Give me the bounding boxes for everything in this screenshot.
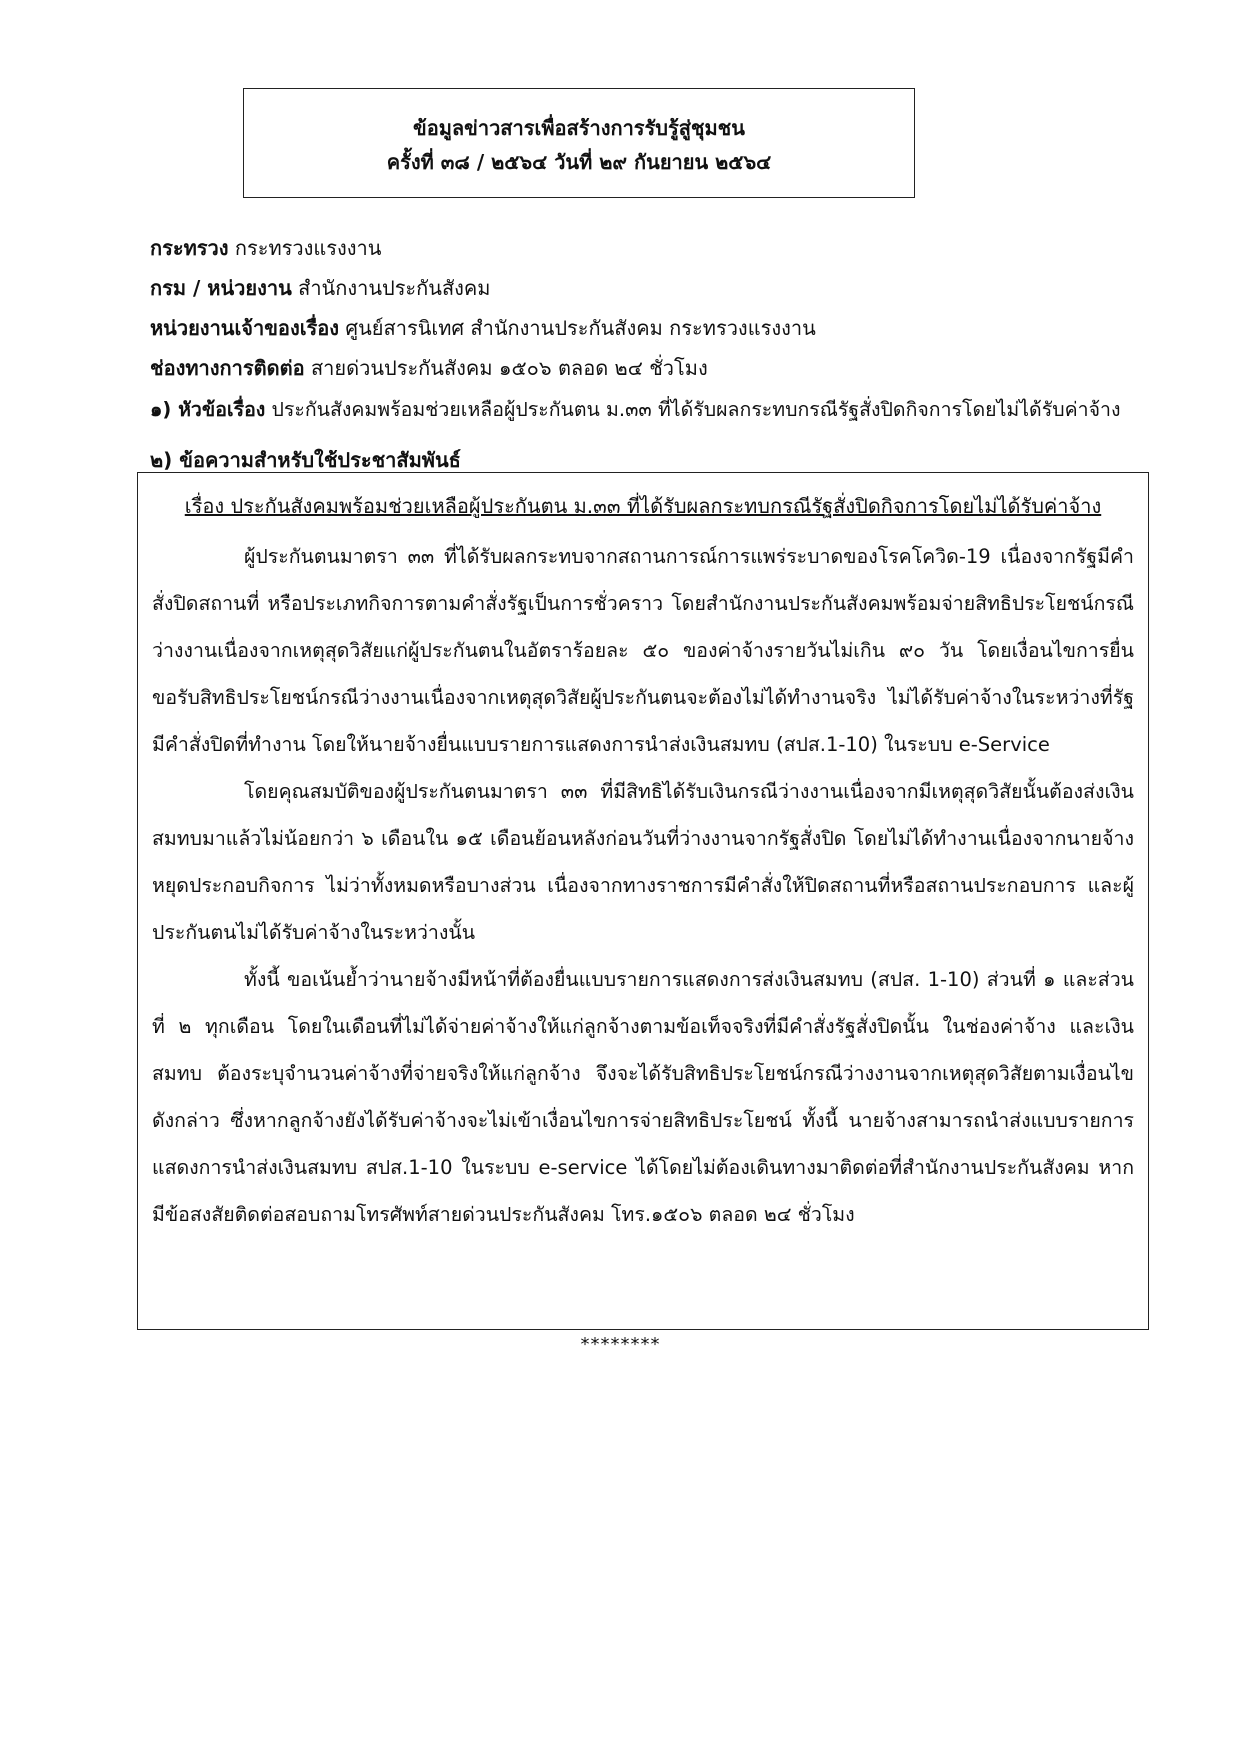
- ministry-value: กระทรวงแรงงาน: [234, 236, 382, 260]
- pr-paragraph: ทั้งนี้ ขอเน้นย้ำว่านายจ้างมีหน้าที่ต้องยื่นแบบรายการแสดงการส่งเงินสมทบ (สปส. 1-10) ส่วนที่ ๑ และส่วนที่ ๒ ทุกเดือน โดยในเดือนที่ไม่ได้จ่ายค่าจ้างให้แก่ลูกจ้างตามข้อเท็จจริงที่มีคำสั่งรัฐสั่งปิดนั้น ในช่องค่าจ้าง และเงินสมทบ ต้องระบุจำนวนค่าจ้างที่จ่ายจริงให้แก่ลูกจ้าง จึงจะได้รับสิทธิประโยชน์กรณีว่างงานจากเหตุสุดวิสัยตามเงื่อนไขดังกล่าว ซึ่งหากลูกจ้างยังได้รับค่าจ้างจะไม่เข้าเงื่อนไขการจ่ายสิทธิประโยชน์ ทั้งนี้ นายจ้างสามารถนำส่งแบบรายการแสดงการนำส่งเงินสมทบ สปส.1-10 ในระบบ e-service ได้โดยไม่ต้องเดินทางมาติดต่อที่สำนักงานประกันสังคม หากมีข้อสงสัยติดต่อสอบถามโทรศัพท์สายด่วนประกันสังคม โทร.๑๕๐๖ ตลอด ๒๔ ชั่วโมง: [152, 968, 1134, 1226]
- owner-row: [150, 308, 1150, 348]
- document-title: ข้อมูลข่าวสารเพื่อสร้างการรับรู้สู่ชุมชน: [413, 116, 745, 140]
- pr-paragraph: โดยคุณสมบัติของผู้ประกันตนมาตรา ๓๓ ที่มีสิทธิได้รับเงินกรณีว่างงานเนื่องจากมีเหตุสุดวิสัยนั้นต้องส่งเงินสมทบมาแล้วไม่น้อยกว่า ๖ เดือนใน ๑๕ เดือนย้อนหลังก่อนวันที่ว่างงานจากรัฐสั่งปิด โดยไม่ได้ทำงานเนื่องจากนายจ้างหยุดประกอบกิจการ ไม่ว่าทั้งหมดหรือบางส่วน เนื่องจากทางราชการมีคำสั่งให้ปิดสถานที่หรือสถานประกอบการ และผู้ประกันตนไม่ได้รับค่าจ้างในระหว่างนั้น: [152, 780, 1134, 944]
- contact-label: ช่องทางการติดต่อ: [150, 356, 305, 380]
- owner-label: หน่วยงานเจ้าของเรื่อง: [150, 316, 340, 340]
- header-box: [243, 88, 915, 198]
- section-topic-value: ประกันสังคมพร้อมช่วยเหลือผู้ประกันตน ม.๓๓ ที่ได้รับผลกระทบกรณีรัฐสั่งปิดกิจการโดยไม่ได้รับค่าจ้าง: [271, 398, 1121, 421]
- department-value: สำนักงานประกันสังคม: [298, 276, 491, 300]
- pr-paragraph: ผู้ประกันตนมาตรา ๓๓ ที่ได้รับผลกระทบจากสถานการณ์การแพร่ระบาดของโรคโควิด-19 เนื่องจากรัฐมีคำสั่งปิดสถานที่ หรือประเภทกิจการตามคำสั่งรัฐเป็นการชั่วคราว โดยสำนักงานประกันสังคมพร้อมจ่ายสิทธิประโยชน์กรณีว่างงานเนื่องจากเหตุสุดวิสัยแก่ผู้ประกันตนในอัตราร้อยละ ๕๐ ของค่าจ้างรายวันไม่เกิน ๙๐ วัน โดยเงื่อนไขการยื่นขอรับสิทธิประโยชน์กรณีว่างงานเนื่องจากเหตุสุดวิสัยผู้ประกันตนจะต้องไม่ได้ทำงานจริง ไม่ได้รับค่าจ้างในระหว่างที่รัฐมีคำสั่งปิดที่ทำงาน โดยให้นายจ้างยื่นแบบรายการแสดงการนำส่งเงินสมทบ (สปส.1-10) ในระบบ e-Service: [152, 545, 1134, 756]
- contact-row: [150, 348, 1150, 388]
- department-row: [150, 268, 1150, 308]
- issue-line: ครั้งที่ ๓๘ / ๒๕๖๔ วันที่ ๒๙ กันยายน ๒๕๖๔: [386, 150, 772, 174]
- section-topic-label: ๑) หัวข้อเรื่อง: [150, 398, 266, 421]
- end-marker: ********: [580, 1334, 661, 1355]
- contact-value: สายด่วนประกันสังคม ๑๕๐๖ ตลอด ๒๔ ชั่วโมง: [310, 356, 708, 380]
- pr-subject: เรื่อง ประกันสังคมพร้อมช่วยเหลือผู้ประกันตน ม.๓๓ ที่ได้รับผลกระทบกรณีรัฐสั่งปิดกิจการโดยไม่ได้รับค่าจ้าง: [184, 494, 1102, 518]
- owner-value: ศูนย์สารนิเทศ สำนักงานประกันสังคม กระทรวงแรงงาน: [345, 316, 816, 340]
- pr-message-box: [137, 472, 1149, 1330]
- ministry-row: [150, 228, 1150, 268]
- ministry-label: กระทรวง: [150, 236, 229, 260]
- department-label: กรม / หน่วยงาน: [150, 276, 292, 300]
- section-topic: [150, 390, 1120, 430]
- section-pr-heading: ๒) ข้อความสำหรับใช้ประชาสัมพันธ์: [150, 448, 461, 472]
- document-metadata: [150, 228, 1150, 388]
